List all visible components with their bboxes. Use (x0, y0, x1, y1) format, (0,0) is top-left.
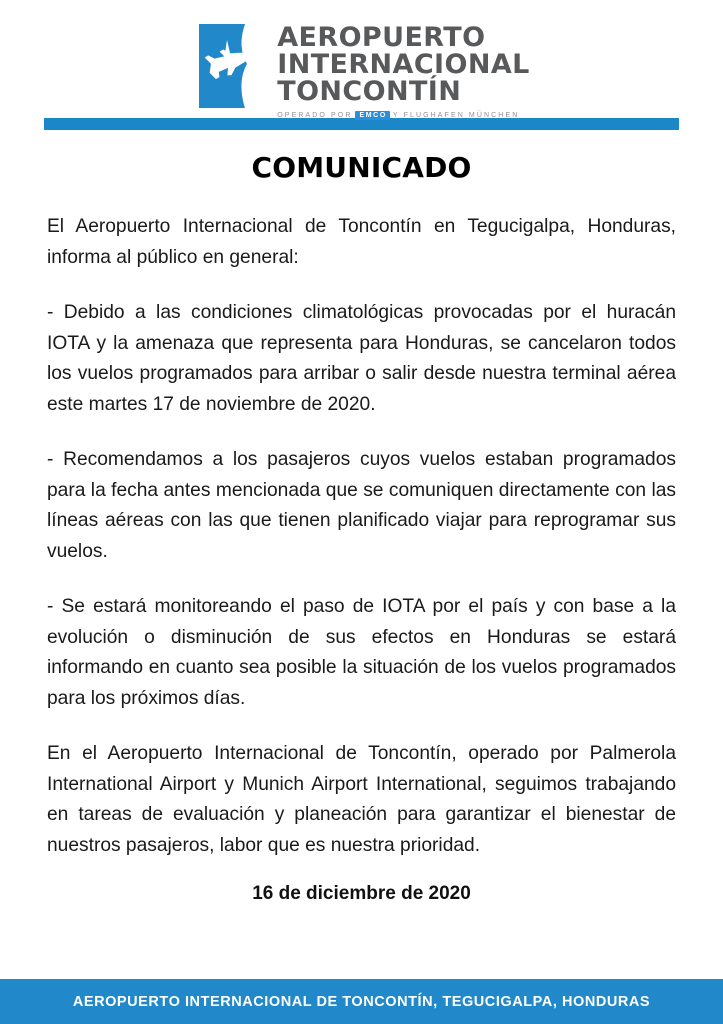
logo-tagline (277, 111, 530, 120)
tagline-prefix: OPERADO POR (277, 112, 353, 119)
tagline-suffix: Y FLUGHAFEN MÜNCHEN (392, 112, 520, 119)
logo-wordmark (277, 22, 530, 120)
document-body (47, 212, 676, 905)
paragraph-intro: El Aeropuerto Internacional de Toncontín en Tegucigalpa, Honduras, informa al público en general: (47, 216, 676, 268)
paragraph-bullet-1: - Debido a las condiciones climatológicas provocadas por el huracán IOTA y la amenaza que representa para Honduras, se cancelaron todos los vuelos programados para arribar o salir desde nuestra terminal aérea este martes 17 de noviembre de 2020. (47, 302, 676, 415)
paragraph-bullet-2: - Recomendamos a los pasajeros cuyos vuelos estaban programados para la fecha antes mencionada que se comuniquen directamente con las líneas aéreas con las que tienen planificado viajar para reprogramar sus vuelos. (47, 449, 676, 562)
logo-line-1: AEROPUERTO (277, 22, 486, 53)
logo-line-3: TONCONTÍN (277, 76, 462, 107)
page-title: COMUNICADO (251, 151, 472, 184)
paragraph-bullet-3: - Se estará monitoreando el paso de IOTA por el país y con base a la evolución o disminución de sus efectos en Honduras se estará informando en cuanto sea posible la situación de los vuelos programados para los próximos días. (47, 596, 676, 709)
footer-text: AEROPUERTO INTERNACIONAL DE TONCONTÍN, TEGUCIGALPA, HONDURAS (72, 993, 651, 1010)
paragraph-closing: En el Aeropuerto Internacional de Toncontín, operado por Palmerola International Airport y Munich Airport International, seguimos trabajando en tareas de evaluación y planeación para garantizar el bienestar de nuestros pasajeros, labor que es nuestra prioridad. (47, 743, 676, 856)
document-date: 16 de diciembre de 2020 (252, 883, 471, 904)
footer-bar (0, 979, 723, 1024)
emco-badge: EMCO (355, 111, 389, 120)
airplane-flag-icon (193, 22, 267, 110)
logo-line-2: INTERNACIONAL (277, 49, 530, 80)
logo-header (0, 0, 723, 119)
